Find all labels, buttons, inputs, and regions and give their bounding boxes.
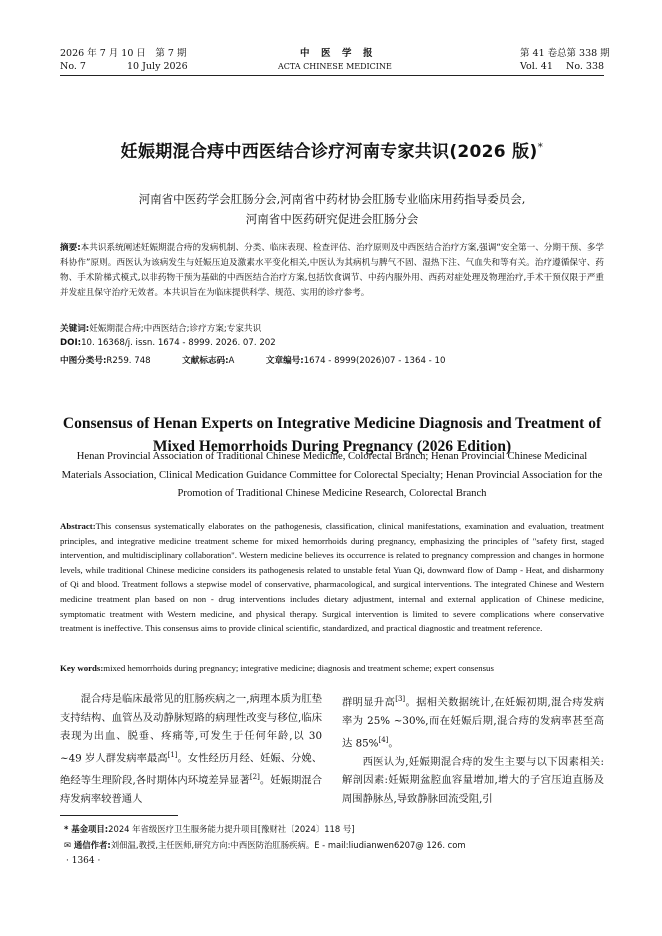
header-total-issue: 总第 338 期 xyxy=(557,48,610,59)
classification-line xyxy=(60,354,445,366)
doi-label: DOI: xyxy=(60,338,82,348)
article-no-text: 1674 - 8999(2026)07 - 1364 - 10 xyxy=(303,356,446,366)
article-no-label: 文章编号: xyxy=(265,356,304,366)
doi xyxy=(60,338,276,348)
body-text: 群明显升高 xyxy=(342,696,396,709)
abstract-en-label: Abstract: xyxy=(60,521,96,531)
keywords-en xyxy=(60,663,604,673)
clc-text: R259. 748 xyxy=(106,356,151,366)
authors-cn xyxy=(60,189,604,229)
authors-cn-line: 河南省中医药学会肛肠分会,河南省中药材协会肛肠专业临床用药指导委员会, xyxy=(138,192,526,206)
abstract-en-text: This consensus systematically elaborates on the pathogenesis, classification, clinical manifestations, examination and evaluation, treatment principles, and integrative medicine treatment scheme for mixed hemorrhoids during pregnancy, emphasizing the principles of "safety first, staged intervention, and multidisciplinary collaboration". Western medicine believes its occurrence is related to pregnancy compression and changes in hormone levels, while traditional Chinese medicine considers its pathogenesis related to unstable fetal Yuan Qi, downward flow of Damp - Heat, and disharmony of Qi and blood. Treatment follows a stepwise model of conservative, pharmacological, and surgical interventions. The integrated Chinese and Western medicine treatment plan based on non - drug interventions includes dietary adjustment, internal and external application of Chinese medicine, symptomatic treatment with Western medicine, and physical therapy. Surgical intervention is limited to severe complications where conservative treatment is ineffective. This consensus aims to provide clinical scientific, standardized, and practical diagnostic and treatment reference. xyxy=(60,521,604,634)
title-footnote-mark: * xyxy=(537,140,544,154)
correspondence-label: ✉ 通信作者: xyxy=(64,840,111,850)
header-rule xyxy=(60,75,604,76)
footnote-rule xyxy=(60,815,178,816)
body-text: 。女性经历月经、妊娠、分娩、绝经等生理阶段,各时期体内环境差异显著 xyxy=(60,752,322,787)
abstract-cn-label: 摘要: xyxy=(60,243,81,253)
article-title-cn xyxy=(60,137,604,162)
citation-ref[interactable]: [1] xyxy=(167,750,178,759)
header-date-issue: 2026 年 7 月 10 日 第 7 期 xyxy=(60,48,187,59)
fund-label: * 基金项目: xyxy=(64,824,109,834)
authors-en: Henan Provincial Association of Traditional Chinese Medicine, Colorectal Branch; Henan Provincial Chinese Medicinal Materials Association, Clinical Medication Guidance Committee for Colorectal Specialty; Henan Provincial Association for the Promotion of Traditional Chinese Medicine Research, Colorectal Branch xyxy=(61,451,603,499)
correspondence-text: 刘佃温,教授,主任医师,研究方向:中西医防治肛肠疾病。E - mail:liudianwen6207@ 126. com xyxy=(110,840,466,850)
body-text: 。 xyxy=(388,737,399,750)
citation-ref[interactable]: [2] xyxy=(249,772,260,781)
fund-text: 2024 年省级医疗卫生服务能力提升项目[豫财社〔2024〕118 号] xyxy=(108,824,355,834)
header-date-en: 10 July 2026 xyxy=(127,61,188,72)
body-column-left xyxy=(60,690,322,808)
journal-name-cn: 中 医 学 报 xyxy=(300,48,374,59)
journal-name-en: ACTA CHINESE MEDICINE xyxy=(278,62,392,71)
keywords-cn-label: 关键词: xyxy=(60,324,90,334)
footnote-fund xyxy=(64,823,355,835)
body-paragraph xyxy=(342,690,604,753)
doc-code-text: A xyxy=(228,356,235,366)
abstract-cn-text: 本共识系统阐述妊娠期混合痔的发病机制、分类、临床表现、检查评估、治疗原则及中西医结合治疗方案,强调“安全第一、分期干预、多学科协作”原则。西医认为该病发生与妊娠压迫及激素水平变化相关,中医认为其病机与脾气不固、湿热下注、气血失和等有关。治疗遵循保守、药物、手术阶梯式模式,以非药物干预为基础的中西医结合治疗方案,包括饮食调节、中药内服外用、西药对症处理及物理治疗,手术干预仅限于严重并发症且保守治疗无效者。本共识旨在为临床提供科学、规范、实用的诊疗参考。 xyxy=(60,243,605,298)
body-text: 。据相关数据统计,在妊娠初期,混合痔发病率为 25% ~30%,而在妊娠后期,混合痔的发病率甚至高达 85% xyxy=(342,696,605,750)
citation-ref[interactable]: [3] xyxy=(395,695,406,703)
body-column-right xyxy=(342,690,604,808)
article-title-en: Consensus of Henan Experts on Integrative Medicine Diagnosis and Treatment of Mixed Hemorrhoids During Pregnancy (2026 Edition) xyxy=(62,415,602,455)
body-text: 混合痔是临床最常见的肛肠疾病之一,病理本质为肛垫支持结构、血管丛及动静脉短路的病理性改变与移位,临床表现为出血、脱垂、疼痛等,可发生于任何年龄,以 30 ~49 岁人群发病率最高 xyxy=(60,693,322,765)
clc-label: 中图分类号: xyxy=(60,356,107,366)
footnote-correspondence xyxy=(64,839,466,851)
keywords-cn xyxy=(60,322,261,334)
doc-code-label: 文献标志码: xyxy=(182,356,229,366)
citation-ref[interactable]: [4] xyxy=(378,735,389,744)
body-text: 。妊娠期混合痔发病率较普通人 xyxy=(60,774,322,805)
title-text: 妊娠期混合痔中西医结合诊疗河南专家共识(2026 版) xyxy=(120,142,538,162)
abstract-cn xyxy=(60,241,604,301)
authors-cn-line: 河南省中医药研究促进会肛肠分会 xyxy=(245,212,419,226)
header-volume-en: Vol. 41 xyxy=(520,61,553,72)
header-number-en: No. 338 xyxy=(566,61,605,72)
doi-text: 10. 16368/j. issn. 1674 - 8999. 2026. 07. 202 xyxy=(81,338,276,348)
header-volume: 第 41 卷 xyxy=(520,48,558,59)
keywords-en-text: mixed hemorrhoids during pregnancy; integrative medicine; diagnosis and treatment scheme; expert consensus xyxy=(103,663,494,673)
keywords-cn-text: 妊娠期混合痔;中西医结合;诊疗方案;专家共识 xyxy=(89,324,262,334)
keywords-en-label: Key words: xyxy=(60,663,104,673)
body-paragraph: 西医认为,妊娠期混合痔的发生主要与以下因素相关:解剖因素:妊娠期盆腔血容量增加,增大的子宫压迫直肠及周围静脉丛,导致静脉回流受阻,引 xyxy=(342,755,604,805)
header-issue-en: No. 7 xyxy=(60,61,86,72)
page-number: · 1364 · xyxy=(66,856,101,866)
abstract-en xyxy=(60,519,604,636)
